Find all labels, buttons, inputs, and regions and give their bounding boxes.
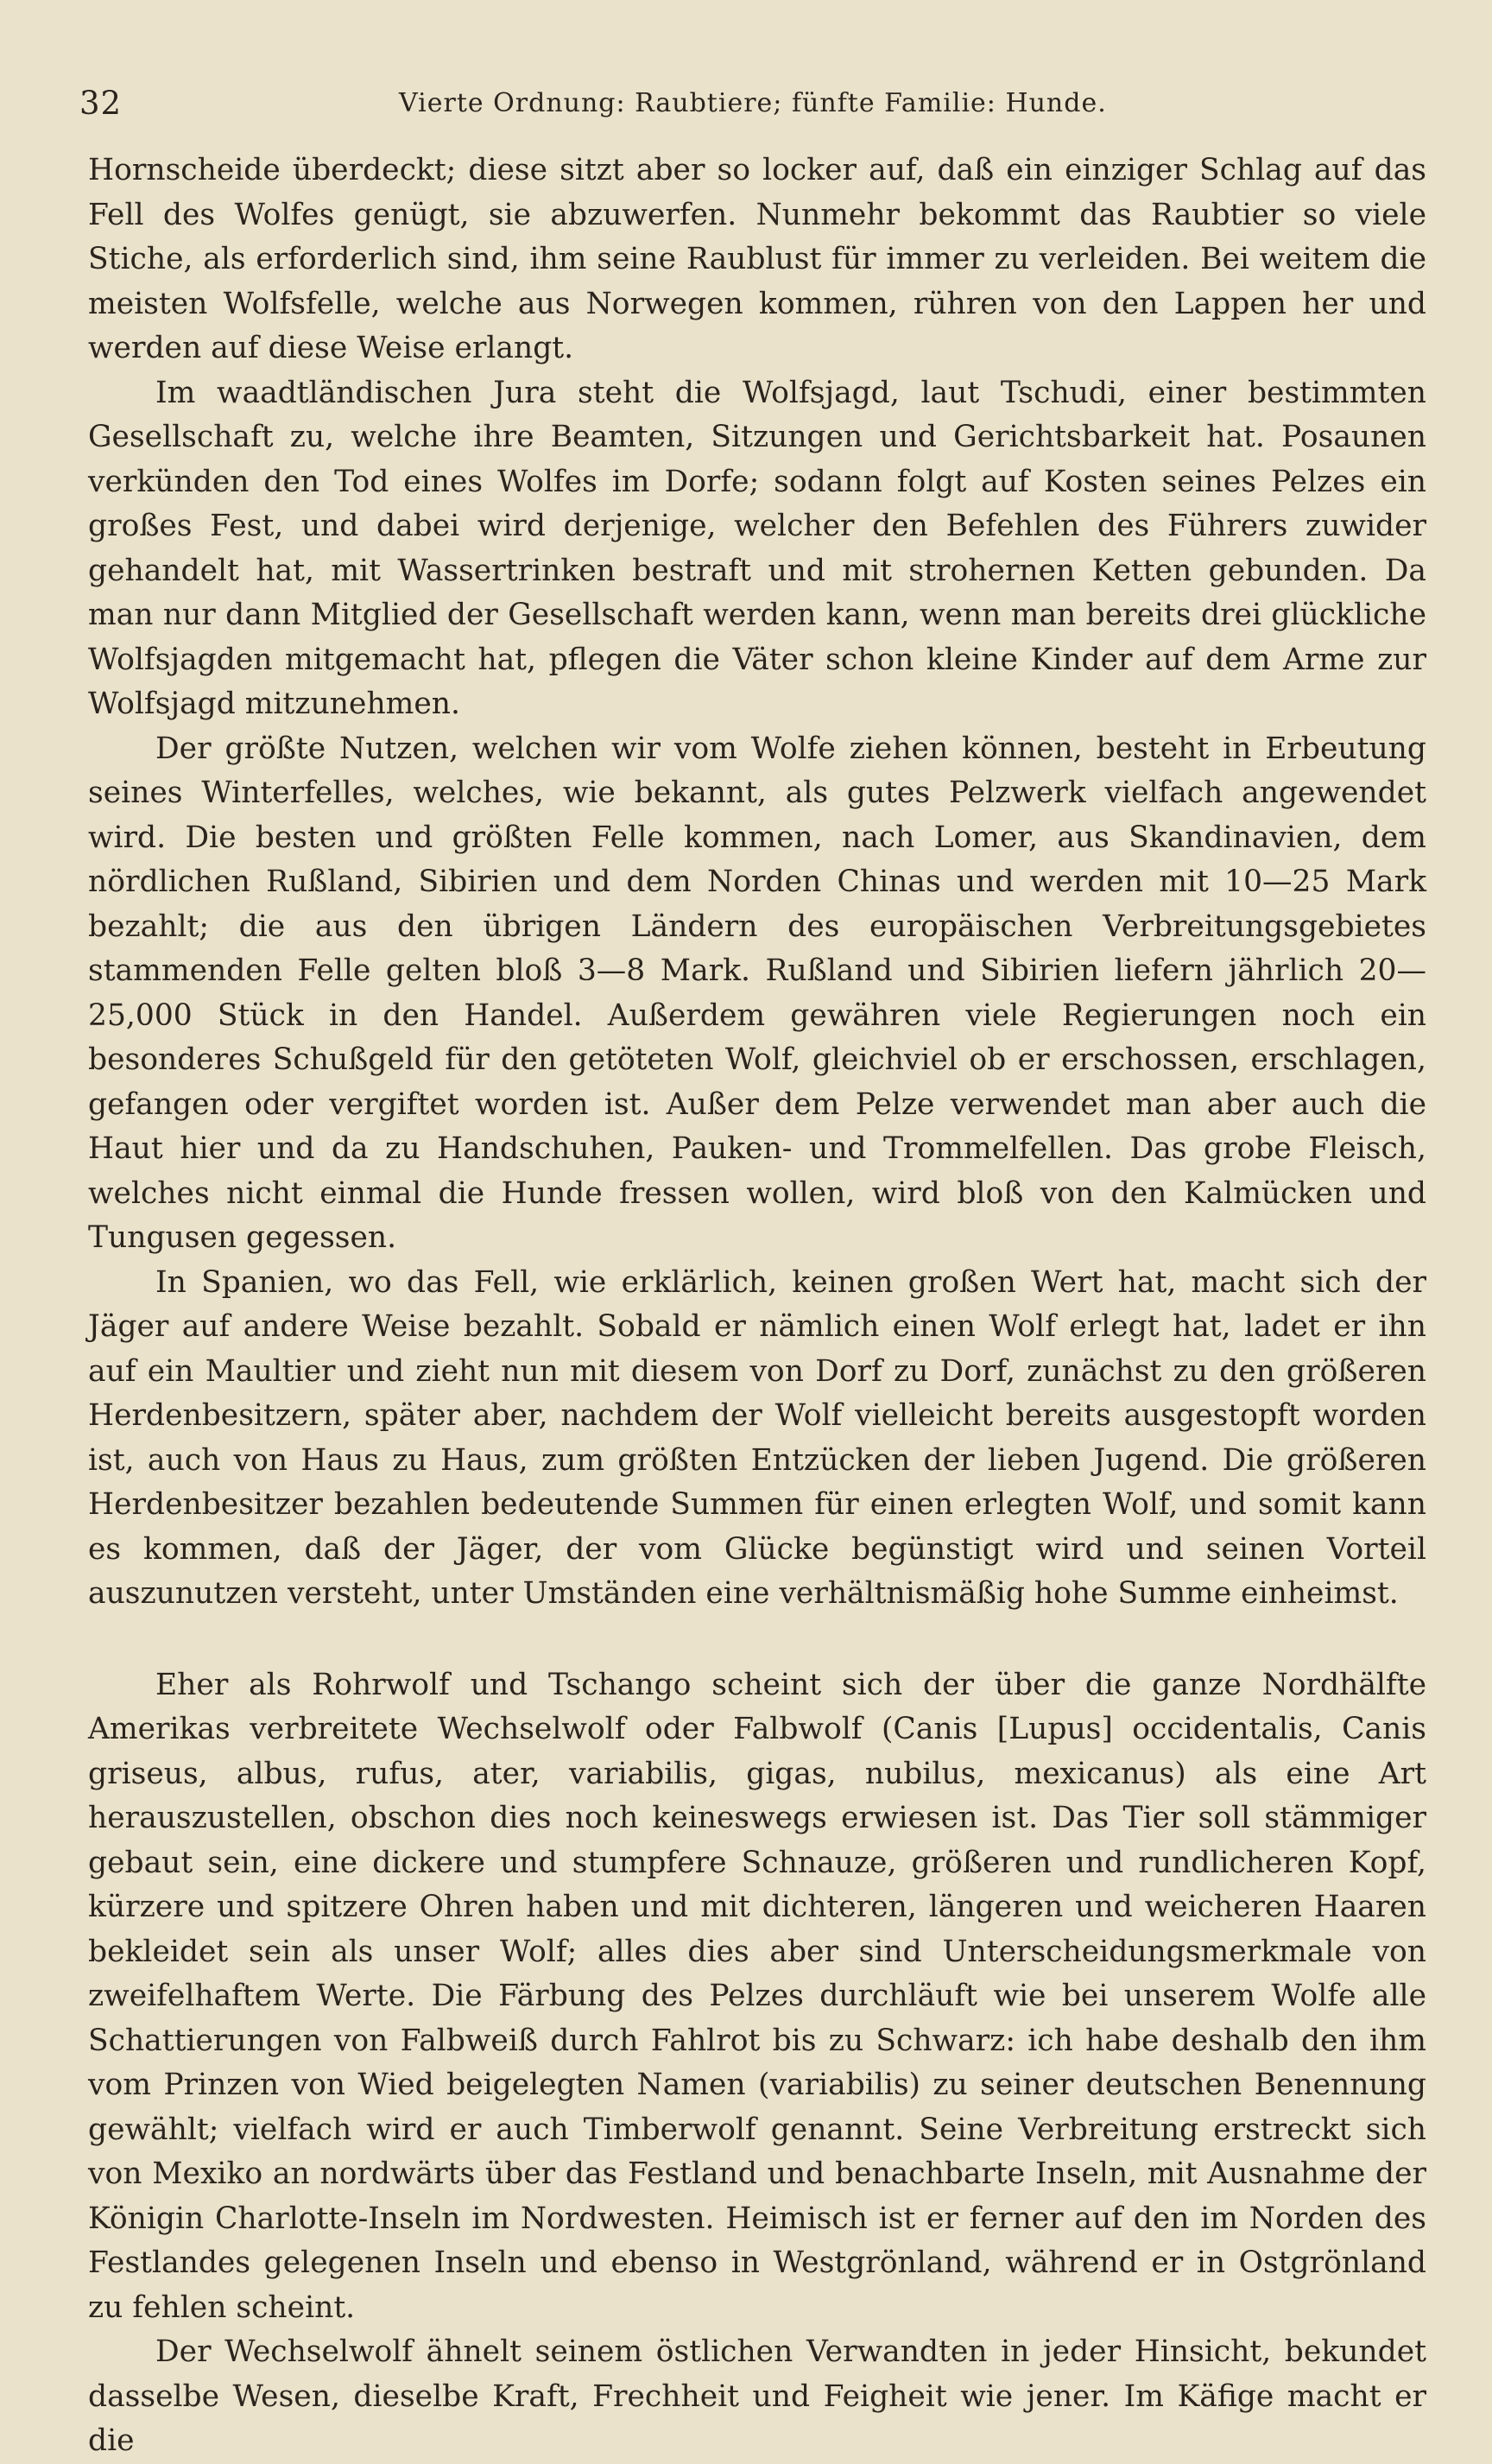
paragraph-4: In Spanien, wo das Fell, wie erklärlich, keinen großen Wert hat, macht sich der Jäger auf andere Weise bezahlt. Sobald er nämlich einen Wolf erlegt hat, ladet er ihn auf ein Maultier und zieht nun mit diesem von Dorf zu Dorf, zunächst zu den größeren Herdenbesitzern, später aber, nachdem der Wolf vielleicht bereits ausgestopft worden ist, auch von Haus zu Haus, zum größten Entzücken der lieben Jugend. Die größeren Herdenbesitzer bezahlen bedeutende Summen für einen erlegten Wolf, und somit kann es kommen, daß der Jäger, der vom Glücke begünstigt wird und seinen Vorteil auszunutzen versteht, unter Umständen eine verhältnismäßig hohe Summe einheimst. bbox=[88, 1264, 1426, 1611]
section-gap bbox=[88, 1617, 1426, 1663]
running-head: Vierte Ordnung: Raubtiere; fünfte Familie: Hunde. bbox=[399, 88, 1107, 118]
paragraph-3: Der größte Nutzen, welchen wir vom Wolfe ziehen können, besteht in Erbeutung seines Winterfelles, welches, wie bekannt, als gutes Pelzwerk vielfach angewendet wird. Die besten und größten Felle kommen, nach Lomer, aus Skandinavien, dem nördlichen Rußland, Sibirien und dem Norden Chinas und werden mit 10—25 Mark bezahlt; die aus den übrigen Ländern des europäischen Verbreitungsgebietes stammenden Felle gelten bloß 3—8 Mark. Rußland und Sibirien liefern jährlich 20—25,000 Stück in den Handel. Außerdem gewähren viele Regierungen noch ein besonderes Schußgeld für den getöteten Wolf, gleichviel ob er erschossen, erschlagen, gefangen oder vergiftet worden ist. Außer dem Pelze verwendet man aber auch die Haut hier und da zu Handschuhen, Pauken- und Trommelfellen. Das grobe Fleisch, welches nicht einmal die Hunde fressen wollen, wird bloß von den Kalmücken und Tungusen gegessen. bbox=[88, 731, 1426, 1255]
paragraph-5: Eher als Rohrwolf und Tschango scheint sich der über die ganze Nordhälfte Amerikas verbreitete Wechselwolf oder Falbwolf (Canis [Lupus] occidentalis, Canis griseus, albus, rufus, ater, variabilis, gigas, nubilus, mexicanus) als eine Art herauszustellen, obschon dies noch keineswegs erwiesen ist. Das Tier soll stämmiger gebaut sein, eine dickere und stumpfere Schnauze, größeren und rundlicheren Kopf, kürzere und spitzere Ohren haben und mit dichteren, längeren und weicheren Haaren bekleidet sein als unser Wolf; alles dies aber sind Unterscheidungsmerkmale von zweifelhaftem Werte. Die Färbung des Pelzes durchläuft wie bei unserem Wolfe alle Schattierungen von Falbweiß durch Fahlrot bis zu Schwarz: ich habe deshalb den ihm vom Prinzen von Wied beigelegten Namen (variabilis) zu seiner deutschen Benennung gewählt; vielfach wird er auch Timberwolf genannt. Seine Verbreitung erstreckt sich von Mexiko an nordwärts über das Festland und benachbarte Inseln, mit Ausnahme der Königin Charlotte-Inseln im Nordwesten. Heimisch ist er ferner auf den im Norden des Festlandes gelegenen Inseln und ebenso in Westgrönland, während er in Ostgrönland zu fehlen scheint. bbox=[88, 1667, 1426, 2325]
paragraph-6: Der Wechselwolf ähnelt seinem östlichen Verwandten in jeder Hinsicht, bekundet dasselbe Wesen, dieselbe Kraft, Frechheit und Feigheit wie jener. Im Käfige macht er die bbox=[88, 2334, 1426, 2458]
paragraph-1: Hornscheide überdeckt; diese sitzt aber so locker auf, daß ein einziger Schlag auf das Fell des Wolfes genügt, sie abzuwerfen. Nunmehr bekommt das Raubtier so viele Stiche, als erforderlich sind, ihm seine Raublust für immer zu verleiden. Bei weitem die meisten Wolfsfelle, welche aus Norwegen kommen, rühren von den Lappen her und werden auf diese Weise erlangt. bbox=[88, 153, 1426, 365]
page-number: 32 bbox=[79, 85, 123, 122]
page-header bbox=[79, 85, 1423, 136]
paragraph-2: Im waadtländischen Jura steht die Wolfsjagd, laut Tschudi, einer bestimmten Gesellschaft zu, welche ihre Beamten, Sitzungen und Gerichtsbarkeit hat. Posaunen verkünden den Tod eines Wolfes im Dorfe; sodann folgt auf Kosten seines Pelzes ein großes Fest, und dabei wird derjenige, welcher den Befehlen des Führers zuwider gehandelt hat, mit Wassertrinken bestraft und mit strohernen Ketten gebunden. Da man nur dann Mitglied der Gesellschaft werden kann, wenn man bereits drei glückliche Wolfsjagden mitgemacht hat, pflegen die Väter schon kleine Kinder auf dem Arme zur Wolfsjagd mitzunehmen. bbox=[88, 375, 1426, 721]
body-text bbox=[88, 149, 1426, 2464]
